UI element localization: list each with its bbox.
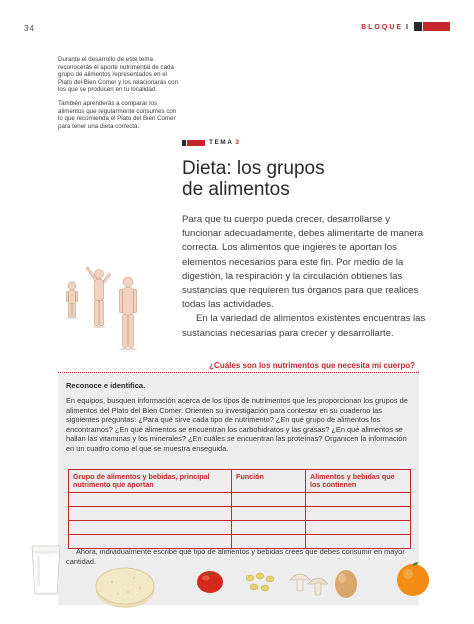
side-note-paragraph-2: También aprenderás a comparar los alimentos que regularmente consumes con lo que recomienda el Plato del Bien Comer para tener una dieta correcta. bbox=[58, 99, 177, 130]
bloque-bar-red bbox=[423, 22, 450, 31]
body-paragraph-1: Para que tu cuerpo pueda crecer, desarrollarse y funcionar adecuadamente, debes alimentarte de manera correcta. Los alimentos que ingieres te aportan los elementos necesarios para este fin. Por medio de la digestión, la respiración y la circulación obtienes las sustancias que requieren tus órganos para que realices todas las actividades. bbox=[182, 214, 424, 311]
table-cell bbox=[232, 493, 306, 506]
question-text: ¿Cuáles son los nutrimentos que necesita mi cuerpo? bbox=[209, 361, 415, 370]
table-cell bbox=[232, 507, 306, 520]
teen-figure bbox=[86, 267, 111, 326]
table-cell bbox=[69, 521, 232, 534]
body-paragraph-2: En la variedad de alimentos existentes encuentras las sustancias necesarias para crecer y desarrollarte. bbox=[182, 313, 426, 339]
table-row bbox=[69, 493, 410, 507]
tema-word: TEMA bbox=[209, 139, 234, 146]
tema-text bbox=[209, 139, 241, 146]
bloque-bar-dark bbox=[414, 22, 422, 31]
bloque-label bbox=[361, 24, 410, 31]
table-header-row bbox=[69, 470, 410, 493]
side-note bbox=[58, 56, 180, 136]
page-number: 34 bbox=[24, 24, 35, 33]
table-cell bbox=[306, 493, 410, 506]
table-header-function: Función bbox=[232, 470, 306, 492]
tema-label bbox=[182, 139, 241, 146]
human-figures-illustration bbox=[56, 264, 156, 356]
side-note-paragraph-1: Durante el desarrollo de este tema reconocerás el aporte nutrimental de cada grupo de alimentos representados en el Plato del Bien Comer y los relacionarás con los que se producen en tu localidad. bbox=[58, 56, 179, 94]
tomato-icon bbox=[196, 568, 224, 594]
table-row bbox=[69, 507, 410, 521]
beans-icon bbox=[244, 570, 278, 596]
tema-bar-dark bbox=[182, 140, 186, 146]
mushroom-icon bbox=[288, 566, 330, 598]
final-instruction: Ahora, individualmente escribe qué tipo de alimentos y bebidas crees que debes consumir en mayor cantidad. bbox=[66, 547, 405, 566]
bloque-label-text: BLOQUE bbox=[361, 24, 404, 31]
table-cell bbox=[232, 521, 306, 534]
table-header-group: Grupo de alimentos y bebidas, principal nutrimento que aportan bbox=[69, 470, 232, 492]
table-cell bbox=[69, 493, 232, 506]
bloque-color-bar bbox=[414, 22, 450, 31]
egg-icon bbox=[332, 566, 360, 600]
glass-of-milk-icon bbox=[28, 542, 64, 598]
child-figure bbox=[67, 282, 78, 317]
page-title-line-2: de alimentos bbox=[182, 179, 290, 200]
tema-bar-red bbox=[187, 140, 205, 146]
page-title bbox=[182, 158, 432, 200]
page-title-line-1: Dieta: los grupos bbox=[182, 158, 325, 179]
adult-figure bbox=[120, 277, 137, 348]
table-header-foods: Alimentos y bebidas que los contienen bbox=[310, 472, 395, 490]
question-header bbox=[58, 358, 419, 373]
table-row bbox=[69, 521, 410, 535]
tortilla-icon bbox=[94, 562, 156, 610]
tema-number: 3 bbox=[235, 139, 241, 146]
orange-icon bbox=[394, 560, 432, 598]
activity-heading: Reconoce e identifica. bbox=[66, 381, 146, 390]
body-text bbox=[182, 213, 432, 341]
nutrient-table bbox=[68, 469, 411, 549]
activity-instructions: En equipos, busquen información acerca de los tipos de nutrimentos que les proporcionan los grupos de alimentos del Plato del Bien Comer. Orienten su investigación para contestar en su cuaderno las siguientes preguntas: ¿Para qué sirve cada tipo de nutrimento? ¿En qué grupo de alimentos los encontramos? ¿En qué alimentos se encuentran los carbohidratos y las grasas? ¿En qué alimentos se hallan las vitaminas y los minerales? ¿En cuáles se encuentran las proteínas? Organicen la información en un cuadro como el que se muestra enseguida. bbox=[66, 396, 408, 453]
table-cell bbox=[306, 521, 410, 534]
bloque-number: I bbox=[406, 24, 410, 31]
table-cell bbox=[69, 507, 232, 520]
tema-color-bar bbox=[182, 140, 205, 146]
table-cell bbox=[306, 507, 410, 520]
